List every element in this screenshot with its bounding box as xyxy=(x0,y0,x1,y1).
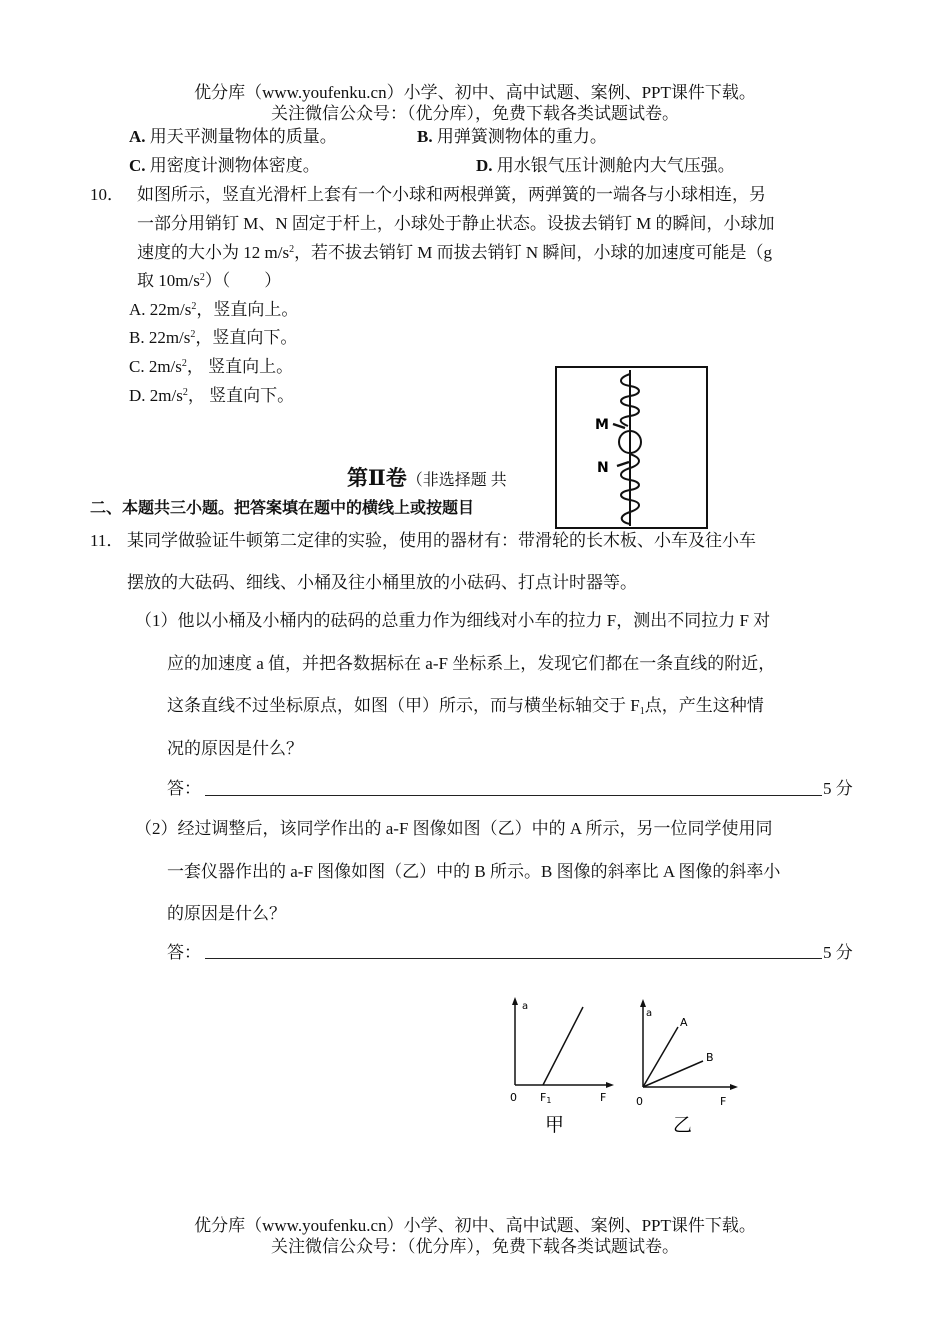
graph-jia-origin: 0 xyxy=(510,1091,517,1104)
graph-yi xyxy=(628,995,748,1140)
q10-option-a-text: ，竖直向上。 xyxy=(196,300,299,319)
q10-line-3 xyxy=(137,238,772,263)
graph-jia-y-label: a xyxy=(522,1001,529,1012)
graph-yi-line-b xyxy=(643,1061,703,1087)
pin-m-label: M xyxy=(595,417,609,433)
q10-option-d-value: D. 2m/s xyxy=(129,386,183,405)
q10-line-4 xyxy=(137,266,281,291)
q10-option-b-value: B. 22m/s xyxy=(129,328,191,347)
graph-yi-label-a: A xyxy=(680,1016,688,1029)
q10-option-d-text: ， 竖直向下。 xyxy=(187,386,295,405)
q11-p1-line-3a: 这条直线不过坐标原点，如图（甲）所示，而与横坐标轴交于 F xyxy=(167,696,640,715)
q10-line-4b: ）（ ） xyxy=(204,271,282,290)
q9-option-d xyxy=(476,151,735,176)
q9-option-c-label: C. xyxy=(129,156,146,175)
graph-jia-caption: 甲 xyxy=(545,1114,565,1136)
q10-option-c-sup: 2 xyxy=(181,358,187,369)
q10-sup: 2 xyxy=(199,272,205,283)
q10-option-c-text: ， 竖直向上。 xyxy=(186,357,294,376)
q10-line-4a: 取 10m/s xyxy=(137,271,200,290)
q10-option-b-text: ，竖直向下。 xyxy=(195,328,298,347)
q11-line-2: 摆放的大砝码、细线、小桶及往小桶里放的小砝码、打点计时器等。 xyxy=(127,573,637,592)
graph-jia-line xyxy=(543,1007,583,1085)
q10-number: 10． xyxy=(90,185,124,204)
q11-p2-line-3: 的原因是什么？ xyxy=(167,904,286,923)
q11-p1-answer-line[interactable] xyxy=(205,795,822,796)
q10-sup: 2 xyxy=(289,244,295,255)
graph-yi-caption: 乙 xyxy=(673,1114,693,1136)
graph-yi-label-b: B xyxy=(706,1051,714,1064)
q11-p1-line-1: （1）他以小桶及小桶内的砝码的总重力作为细线对小车的拉力 F，测出不同拉力 F 对 xyxy=(135,611,771,630)
spring-rod-figure xyxy=(555,366,708,529)
q9-option-b-text: 用弹簧测物体的重力。 xyxy=(436,127,607,146)
graph-yi-y-label: a xyxy=(646,1008,653,1019)
q11-p2-answer-line[interactable] xyxy=(205,958,822,959)
graph-jia-intercept xyxy=(540,1091,551,1105)
q9-option-c xyxy=(129,151,320,176)
section-2-title-main: 第Ⅱ卷 xyxy=(347,466,407,490)
q9-option-a xyxy=(129,122,337,147)
graph-jia xyxy=(500,995,620,1140)
header-line-1: 优分库（www.youfenku.cn）小学、初中、高中试题、案例、PPT课件下载。 xyxy=(194,83,756,102)
q10-option-a-value: A. 22m/s xyxy=(129,300,192,319)
q11-p1-score: 5 分 xyxy=(823,779,853,798)
q10-option-a-sup: 2 xyxy=(191,301,197,312)
q10-option-c-value: C. 2m/s xyxy=(129,357,182,376)
q11-p1-sub: 1 xyxy=(639,706,645,717)
footer-line-2: 关注微信公众号：（优分库），免费下载各类试题试卷。 xyxy=(271,1237,679,1256)
graph-yi-line-a xyxy=(643,1027,678,1087)
q11-line-1: 某同学做验证牛顿第二定律的实验，使用的器材有：带滑轮的长木板、小车及往小车 xyxy=(127,531,756,550)
q9-option-d-text: 用水银气压计测舱内大气压强。 xyxy=(496,156,735,175)
q11-p1-line-3 xyxy=(167,691,764,716)
q11-p1-answer-label: 答： xyxy=(167,779,201,798)
section-2-title-sub: （非选择题 共 xyxy=(406,472,507,489)
q11-p2-line-2: 一套仪器作出的 a-F 图像如图（乙）中的 B 所示。B 图像的斜率比 A 图像的斜率小 xyxy=(167,862,781,881)
q11-p1-line-2: 应的加速度 a 值，并把各数据标在 a-F 坐标系上，发现它们都在一条直线的附近， xyxy=(167,654,776,673)
graph-yi-x-label: F xyxy=(720,1095,727,1108)
q10-option-b-sup: 2 xyxy=(190,329,196,340)
q9-option-a-text: 用天平测量物体的质量。 xyxy=(149,127,337,146)
q11-p2-score: 5 分 xyxy=(823,943,853,962)
q9-option-c-text: 用密度计测物体密度。 xyxy=(149,156,320,175)
header-line-2: 关注微信公众号：（优分库），免费下载各类试题试卷。 xyxy=(271,104,679,123)
q11-number: 11． xyxy=(90,531,124,550)
q10-option-c xyxy=(129,352,293,377)
section-2-instruction: 二、本题共三小题。把答案填在题中的横线上或按题目 xyxy=(90,498,475,517)
q11-p1-line-4: 况的原因是什么？ xyxy=(167,739,303,758)
graph-yi-origin: 0 xyxy=(636,1095,643,1108)
q10-option-b xyxy=(129,323,297,348)
graph-jia-x-label: F xyxy=(600,1091,607,1104)
q10-option-a xyxy=(129,295,298,320)
q10-line-3b: ，若不拔去销钉 M 而拔去销钉 N 瞬间，小球的加速度可能是（g xyxy=(294,243,772,262)
q9-option-b xyxy=(417,122,607,147)
q9-option-d-label: D. xyxy=(476,156,493,175)
q10-line-1: 如图所示，竖直光滑杆上套有一个小球和两根弹簧，两弹簧的一端各与小球相连，另 xyxy=(137,185,766,204)
q11-p2-line-1: （2）经过调整后，该同学作出的 a-F 图像如图（乙）中的 A 所示，另一位同学使用同 xyxy=(135,819,773,838)
pin-n-label: N xyxy=(597,460,609,476)
footer-line-1: 优分库（www.youfenku.cn）小学、初中、高中试题、案例、PPT课件下载。 xyxy=(194,1216,756,1235)
q11-p1-line-3b: 点，产生这种情 xyxy=(644,696,764,715)
q10-line-3a: 速度的大小为 12 m/s xyxy=(137,243,290,262)
q9-option-a-label: A. xyxy=(129,127,146,146)
q11-p2-answer-label: 答： xyxy=(167,943,201,962)
q10-line-2: 一部分用销钉 M、N 固定于杆上，小球处于静止状态。设拔去销钉 M 的瞬间，小球加 xyxy=(137,214,775,233)
graph-jia-intercept-sub: 1 xyxy=(546,1096,552,1105)
section-2-title xyxy=(347,462,507,492)
q9-option-b-label: B. xyxy=(417,127,433,146)
q10-option-d xyxy=(129,381,294,406)
graph-jia-intercept-f: F xyxy=(540,1091,547,1104)
q10-option-d-sup: 2 xyxy=(182,387,188,398)
